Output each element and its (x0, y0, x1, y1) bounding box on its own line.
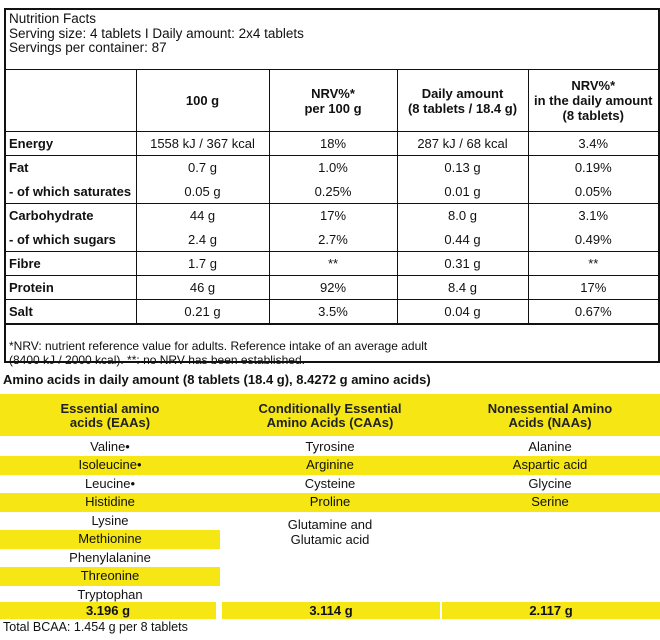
column-title-line: Amino Acids (CAAs) (266, 414, 394, 430)
nutrient-value: 8.4 g (397, 276, 528, 300)
amino-acid-item: Leucine• (84, 475, 136, 491)
nutrient-value: 18% (269, 132, 397, 156)
nutrient-label: Fibre (6, 252, 136, 276)
nutrient-value: 3.1% (528, 204, 658, 228)
nutrient-value: 0.44 g (397, 228, 528, 252)
header-cell (269, 70, 397, 132)
nutrition-header (6, 10, 658, 70)
header-line: (8 tablets) (562, 108, 624, 123)
amino-header-band (0, 394, 660, 436)
nutrition-body (6, 132, 658, 324)
naa-total: 2.117 g (442, 602, 660, 619)
caa-total: 3.114 g (222, 602, 440, 619)
nutrient-label: Energy (6, 132, 136, 156)
nutrient-value: 0.7 g (136, 156, 269, 180)
amino-acids-title: Amino acids in daily amount (8 tablets (18.4 g), 8.4272 g amino acids) (3, 372, 431, 387)
header-line: NRV%* (571, 78, 616, 93)
nutrient-value: 17% (269, 204, 397, 228)
nutrient-label: - of which saturates (6, 180, 136, 204)
header-cell (397, 70, 528, 132)
nutrient-value: 0.21 g (136, 300, 269, 324)
nutrient-value: ** (528, 252, 658, 276)
nutrient-label: Fat (6, 156, 136, 180)
amino-acid-item: Threonine (0, 567, 220, 585)
nutrient-value: 2.7% (269, 228, 397, 252)
nutrient-value: 0.25% (269, 180, 397, 204)
amino-acid-item: Tryptophan (77, 586, 143, 602)
amino-acid-item: Alanine (528, 439, 572, 454)
amino-acid-item: Arginine (220, 456, 440, 474)
nutrient-value: 1.0% (269, 156, 397, 180)
amino-acid-item: Glycine (528, 475, 572, 491)
amino-acid-item: Lysine (91, 512, 129, 528)
table-row (6, 276, 658, 300)
amino-acid-item: Proline (220, 493, 440, 511)
naa-list (440, 438, 660, 512)
nutrient-value: 287 kJ / 68 kcal (397, 132, 528, 156)
nutrient-value: ** (269, 252, 397, 276)
column-title-line: Nonessential Amino (487, 401, 613, 416)
nutrient-value: 3.5% (269, 300, 397, 324)
servings-per-container: Servings per container: 87 (9, 40, 167, 55)
nutrient-label: Carbohydrate (6, 204, 136, 228)
nutrient-value: 17% (528, 276, 658, 300)
table-row (6, 180, 658, 204)
nutrition-facts-panel (4, 8, 660, 367)
amino-acid-item: Aspartic acid (440, 456, 660, 474)
nutrient-value: 1558 kJ / 367 kcal (136, 132, 269, 156)
header-line: per 100 g (304, 100, 362, 116)
header-line: Daily amount (421, 85, 504, 101)
header-line: in the daily amount (534, 93, 653, 108)
nrv-footnote (9, 340, 427, 367)
nutrient-value: 46 g (136, 276, 269, 300)
eaa-column-title (0, 402, 220, 429)
column-title-line: Essential amino (60, 401, 160, 416)
nutrient-label: - of which sugars (6, 228, 136, 252)
column-title-line: Conditionally Essential (258, 401, 402, 416)
nutrient-value: 0.05% (528, 180, 658, 204)
nutrient-value: 0.67% (528, 300, 658, 324)
total-bcaa: Total BCAA: 1.454 g per 8 tablets (3, 620, 188, 634)
nutrition-table (6, 69, 658, 325)
amino-acid-item: Valine• (90, 439, 130, 454)
footnote-line: (8400 kJ / 2000 kcal). **: no NRV has been established. (9, 352, 305, 367)
naa-column-title (440, 402, 660, 429)
header-line: NRV%* (311, 85, 355, 101)
header-line: (8 tablets / 18.4 g) (407, 100, 518, 116)
amino-acid-item: Phenylalanine (69, 549, 151, 565)
nutrition-title: Nutrition Facts (9, 11, 97, 26)
table-row (6, 228, 658, 252)
footnote-line: *NRV: nutrient reference value for adults. Reference intake of an average adult (9, 339, 428, 353)
amino-acid-item: Serine (440, 493, 660, 511)
nutrient-value: 92% (269, 276, 397, 300)
nutrient-value: 44 g (136, 204, 269, 228)
nutrient-value: 0.49% (528, 228, 658, 252)
nutrient-value: 0.04 g (397, 300, 528, 324)
nutrient-value: 3.4% (528, 132, 658, 156)
eaa-total: 3.196 g (0, 602, 216, 619)
header-cell: 100 g (136, 70, 269, 132)
nutrient-label: Salt (6, 300, 136, 324)
amino-acid-item: Isoleucine• (0, 456, 220, 474)
column-title-line: Acids (NAAs) (508, 414, 592, 430)
caa-list (220, 438, 440, 552)
nutrient-value: 0.05 g (136, 180, 269, 204)
amino-acid-item: Histidine (0, 493, 220, 511)
table-row (6, 252, 658, 276)
nutrient-value: 0.01 g (397, 180, 528, 204)
nutrient-value: 8.0 g (397, 204, 528, 228)
nutrient-value: 0.31 g (397, 252, 528, 276)
table-header-row (6, 70, 658, 132)
eaa-list (0, 438, 220, 604)
amino-acid-item: Glutamine and Glutamic acid (287, 516, 373, 547)
table-row (6, 204, 658, 228)
nutrient-label: Protein (6, 276, 136, 300)
nutrient-value: 0.13 g (397, 156, 528, 180)
amino-acid-item: Methionine (0, 530, 220, 548)
nutrient-value: 2.4 g (136, 228, 269, 252)
caa-column-title (220, 402, 440, 429)
nutrient-value: 1.7 g (136, 252, 269, 276)
header-cell (528, 70, 658, 132)
serving-size: Serving size: 4 tablets I Daily amount: 2x4 tablets (9, 25, 304, 41)
table-row (6, 156, 658, 180)
header-cell (6, 70, 136, 132)
nutrient-value: 0.19% (528, 156, 658, 180)
column-title-line: acids (EAAs) (69, 414, 151, 430)
amino-acid-item: Tyrosine (305, 439, 355, 454)
amino-acid-item: Cysteine (304, 475, 356, 491)
table-row (6, 300, 658, 324)
table-row (6, 132, 658, 156)
